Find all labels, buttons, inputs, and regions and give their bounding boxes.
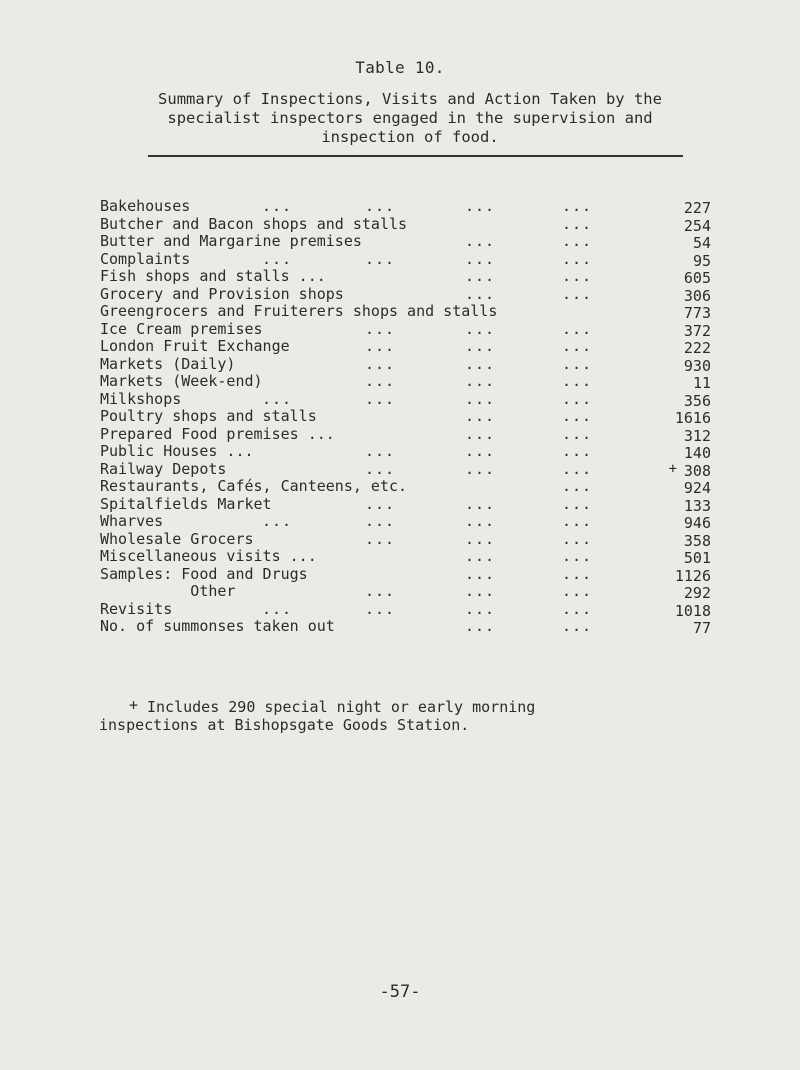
row-value: 924 (683, 479, 711, 497)
row-label: Butter and Margarine premises (100, 232, 362, 250)
row-label: Complaints (100, 249, 191, 268)
row-value: 372 (683, 321, 711, 340)
leader-dots: ... (465, 424, 496, 443)
row-value: 358 (683, 531, 711, 550)
leader-dots: ... (465, 459, 496, 478)
leader-dots: ... (562, 232, 593, 250)
leader-dots: ... (562, 599, 593, 618)
leader-dots: ... (562, 284, 593, 303)
row-label: Greengrocers and Fruiterers shops and stalls (100, 302, 498, 320)
row-value: 222 (683, 339, 711, 357)
table-caption (90, 90, 730, 147)
leader-dots: ... (562, 407, 593, 425)
leader-dots: ... (365, 442, 396, 460)
leader-dots: ... (465, 372, 496, 390)
leader-dots: ... (465, 267, 496, 285)
leader-dots: ... (562, 424, 593, 443)
leader-dots: ... (365, 319, 396, 338)
row-value: 1616 (674, 409, 711, 427)
row-label: Bakehouses (100, 197, 191, 215)
leader-dots: ... (465, 354, 496, 373)
row-label: Wholesale Grocers (100, 529, 254, 548)
row-label: Wharves (100, 512, 164, 530)
leader-dots: ... (365, 459, 396, 478)
table-row (100, 373, 715, 391)
row-value: 930 (683, 356, 711, 375)
table-row (100, 408, 715, 426)
table-row (100, 531, 715, 549)
leader-dots: ... (465, 547, 496, 565)
row-value: 356 (683, 391, 711, 410)
row-label: Spitalfields Market (100, 494, 272, 513)
row-value: 605 (683, 269, 711, 287)
caption-line-1: Summary of Inspections, Visits and Action Taken by the (158, 90, 662, 108)
leader-dots: ... (562, 249, 593, 268)
row-label: Prepared Food premises ... (100, 424, 335, 443)
table-row (100, 198, 715, 216)
row-value: 77 (692, 619, 711, 637)
table-row (100, 216, 715, 234)
leader-dots: ... (365, 494, 396, 513)
row-value: 306 (683, 286, 711, 305)
leader-dots: ... (365, 372, 396, 390)
row-label: Grocery and Provision shops (100, 284, 344, 303)
leader-dots: ... (562, 214, 593, 233)
leader-dots: ... (562, 267, 593, 285)
table-row (100, 338, 715, 356)
leader-dots: ... (365, 337, 396, 355)
table-row (100, 286, 715, 304)
footnote (99, 696, 665, 734)
row-value: 501 (683, 549, 711, 567)
row-label: Butcher and Bacon shops and stalls (100, 214, 408, 233)
row-label: Revisits (100, 599, 173, 618)
leader-dots: ... (562, 617, 593, 635)
table-row (100, 391, 715, 409)
row-value: 254 (683, 216, 711, 235)
table-row (100, 251, 715, 269)
row-value: 95 (692, 251, 711, 270)
leader-dots: ... (465, 617, 496, 635)
leader-dots: ... (562, 529, 593, 548)
table-row (100, 426, 715, 444)
table-row (100, 496, 715, 514)
table-row (100, 601, 715, 619)
table-row (100, 618, 715, 636)
table-row (100, 478, 715, 496)
row-value: 227 (683, 199, 711, 217)
row-value: 946 (683, 514, 711, 532)
row-value: 1018 (674, 601, 711, 620)
row-value: 308 (683, 461, 711, 480)
leader-dots: ... (465, 582, 496, 600)
row-value: 312 (683, 426, 711, 445)
leader-dots: ... (365, 389, 396, 408)
leader-dots: ... (465, 232, 496, 250)
leader-dots: ... (365, 512, 396, 530)
row-value: 133 (683, 496, 711, 515)
leader-dots: ... (562, 442, 593, 460)
page-number: -57- (379, 982, 421, 1002)
leader-dots: ... (262, 512, 293, 530)
leader-dots: ... (562, 197, 593, 215)
leader-dots: ... (562, 512, 593, 530)
caption-line-2: specialist inspectors engaged in the supervision and (167, 109, 653, 127)
leader-dots: ... (562, 582, 593, 600)
footnote-reference-mark: + (668, 460, 677, 477)
footnote-line-2: inspections at Bishopsgate Goods Station. (99, 716, 470, 734)
leader-dots: ... (365, 582, 396, 600)
leader-dots: ... (465, 249, 496, 268)
row-value: 11 (692, 374, 711, 392)
row-label: Fish shops and stalls ... (100, 267, 326, 285)
leader-dots: ... (562, 389, 593, 408)
leader-dots: ... (465, 319, 496, 338)
row-value: 1126 (674, 566, 711, 585)
row-label: Public Houses ... (100, 442, 254, 460)
table-row (100, 443, 715, 461)
table-row (100, 583, 715, 601)
leader-dots: ... (262, 249, 293, 268)
table-row (100, 356, 715, 374)
row-label: Other (100, 582, 236, 600)
table-row (100, 566, 715, 584)
leader-dots: ... (465, 494, 496, 513)
row-label: Poultry shops and stalls (100, 407, 317, 425)
row-label: Restaurants, Cafés, Canteens, etc. (100, 477, 408, 495)
leader-dots: ... (465, 284, 496, 303)
table-row (100, 321, 715, 339)
leader-dots: ... (262, 197, 293, 215)
leader-dots: ... (562, 564, 593, 583)
table-number: Table 10. (355, 58, 445, 77)
leader-dots: ... (465, 197, 496, 215)
row-label: Markets (Daily) (100, 354, 236, 373)
table-row (100, 233, 715, 251)
leader-dots: ... (465, 512, 496, 530)
row-label: Markets (Week-end) (100, 372, 263, 390)
leader-dots: ... (365, 599, 396, 618)
table-row (100, 268, 715, 286)
leader-dots: ... (262, 389, 293, 408)
leader-dots: ... (562, 547, 593, 565)
table-row (100, 548, 715, 566)
leader-dots: ... (465, 442, 496, 460)
leader-dots: ... (262, 599, 293, 618)
row-label: Milkshops (100, 389, 182, 408)
leader-dots: ... (465, 407, 496, 425)
caption-line-3: inspection of food. (321, 128, 499, 146)
leader-dots: ... (562, 477, 593, 495)
row-value: 292 (683, 584, 711, 602)
table-row (100, 303, 715, 321)
row-label: London Fruit Exchange (100, 337, 290, 355)
footnote-mark: + (129, 696, 139, 714)
row-label: No. of summonses taken out (100, 617, 335, 635)
row-label: Miscellaneous visits ... (100, 547, 317, 565)
leader-dots: ... (365, 197, 396, 215)
table-row (100, 461, 715, 479)
row-value: 54 (692, 234, 711, 252)
header-rule (148, 155, 683, 157)
row-value: 140 (683, 444, 711, 462)
leader-dots: ... (365, 249, 396, 268)
inspection-table (100, 198, 715, 636)
leader-dots: ... (365, 529, 396, 548)
leader-dots: ... (465, 599, 496, 618)
leader-dots: ... (562, 494, 593, 513)
row-label: Samples: Food and Drugs (100, 564, 308, 583)
leader-dots: ... (465, 337, 496, 355)
table-row (100, 513, 715, 531)
row-value: 773 (683, 304, 711, 322)
leader-dots: ... (562, 319, 593, 338)
leader-dots: ... (465, 389, 496, 408)
leader-dots: ... (465, 529, 496, 548)
footnote-line-1: Includes 290 special night or early morning (147, 698, 536, 716)
leader-dots: ... (562, 372, 593, 390)
leader-dots: ... (465, 564, 496, 583)
leader-dots: ... (562, 337, 593, 355)
leader-dots: ... (562, 354, 593, 373)
leader-dots: ... (365, 354, 396, 373)
row-label: Railway Depots (100, 459, 227, 478)
row-label: Ice Cream premises (100, 319, 263, 338)
leader-dots: ... (562, 459, 593, 478)
